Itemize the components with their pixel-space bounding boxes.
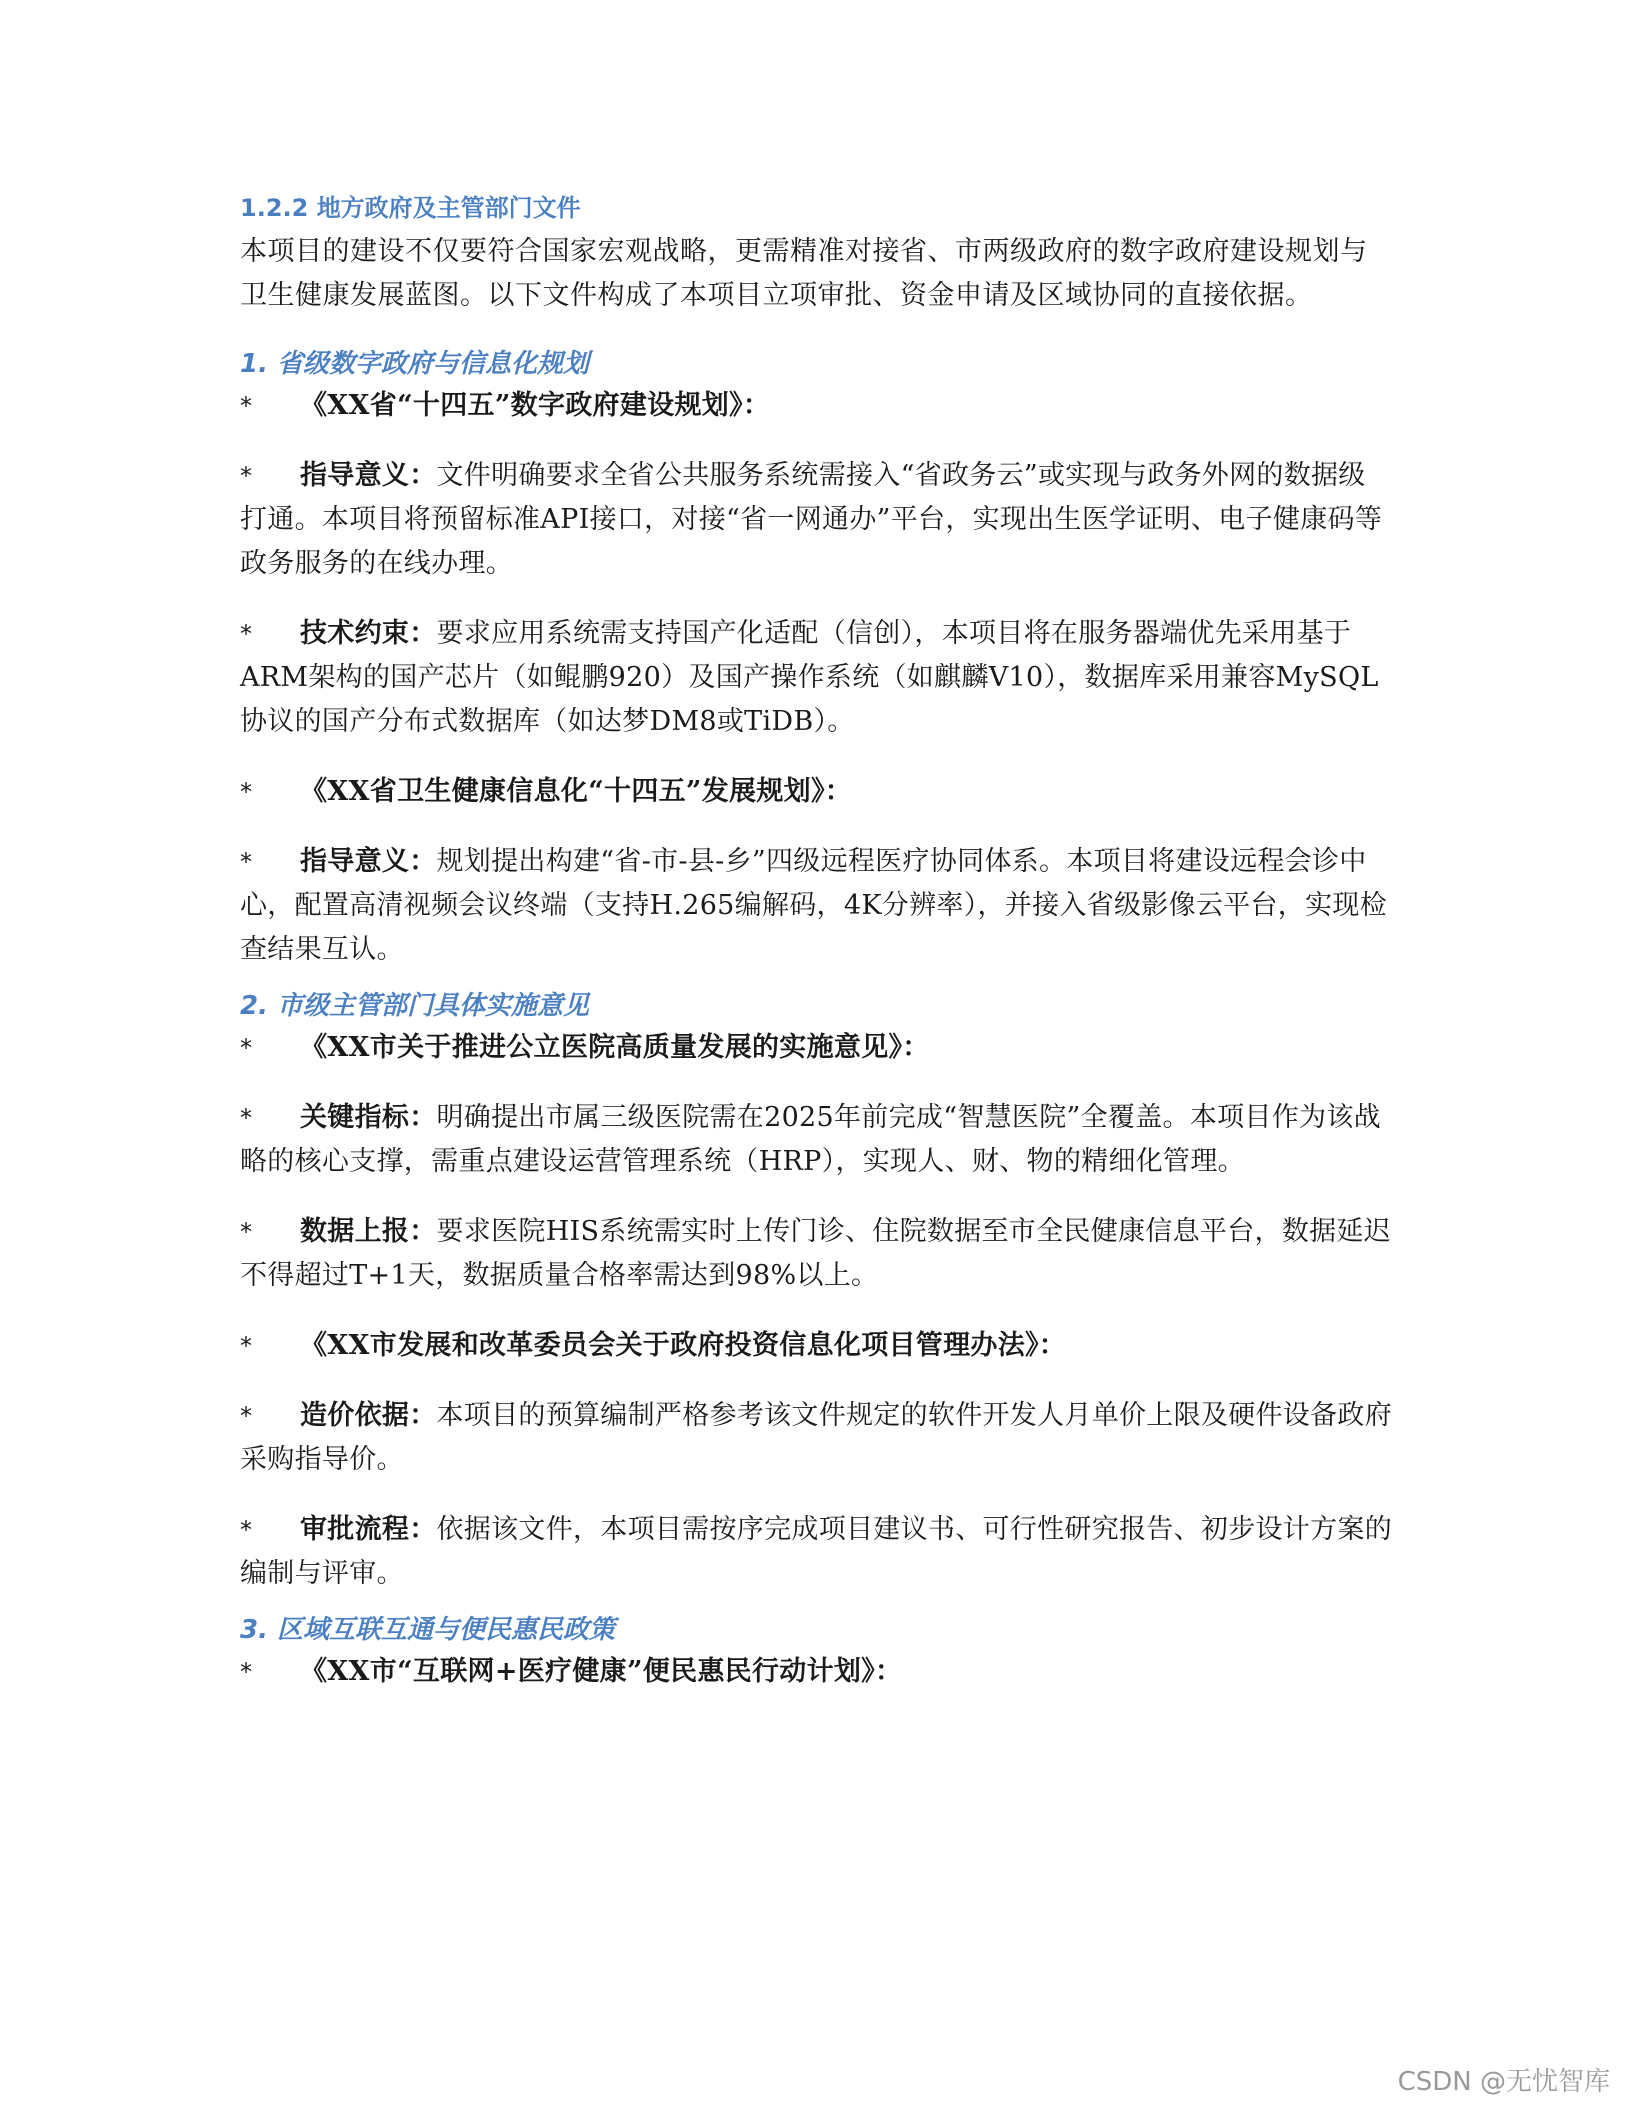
bullet-icon: *: [240, 848, 253, 876]
group-heading-2: 2. 市级主管部门具体实施意见: [240, 991, 590, 1021]
section-title: 1.2.2 地方政府及主管部门文件: [240, 194, 581, 222]
bullet-icon: *: [240, 1516, 253, 1544]
point-lead: 关键指标：: [300, 1102, 437, 1133]
doc-point-1-1-1: [240, 454, 1392, 586]
bullet-icon: *: [240, 1402, 253, 1430]
doc-title-text: 《XX省“十四五”数字政府建设规划》：: [300, 390, 771, 421]
point-text: 文件明确要求全省公共服务系统需接入“省政务云”或实现与政务外网的数据级打通。本项目将预留标准API接口，对接“省一网通办”平台，实现出生医学证明、电子健康码等政务服务的在线办理。: [240, 460, 1383, 579]
doc-title-text: 《XX市发展和改革委员会关于政府投资信息化项目管理办法》：: [300, 1330, 1067, 1361]
bullet-icon: *: [240, 1104, 253, 1132]
doc-point-1-2-1: [240, 840, 1392, 972]
bullet-icon: *: [240, 1034, 253, 1062]
doc-title-text: 《XX省卫生健康信息化“十四五”发展规划》：: [300, 776, 853, 807]
bullet-icon: *: [240, 778, 253, 806]
point-text: 规划提出构建“省-市-县-乡”四级远程医疗协同体系。本项目将建设远程会诊中心，配置高清视频会议终端（支持H.265编解码，4K分辨率），并接入省级影像云平台，实现检查结果互认。: [240, 846, 1388, 965]
doc-title-1-2: [240, 770, 1392, 814]
bullet-icon: *: [240, 392, 253, 420]
doc-title-text: 《XX市关于推进公立医院高质量发展的实施意见》：: [300, 1032, 930, 1063]
doc-point-1-1-2: [240, 612, 1392, 744]
point-lead: 指导意义：: [300, 460, 437, 491]
doc-title-2-2: [240, 1324, 1392, 1368]
group-heading-3: 3. 区域互联互通与便民惠民政策: [240, 1615, 616, 1645]
point-lead: 技术约束：: [300, 618, 437, 649]
bullet-icon: *: [240, 1218, 253, 1246]
doc-point-2-1-1: [240, 1096, 1392, 1184]
doc-point-2-2-1: [240, 1394, 1392, 1482]
group-heading-1: 1. 省级数字政府与信息化规划: [240, 349, 590, 379]
point-lead: 审批流程：: [300, 1514, 437, 1545]
doc-title-2-1: [240, 1026, 1392, 1070]
doc-title-1-1: [240, 384, 1392, 428]
doc-title-text: 《XX市“互联网+医疗健康”便民惠民行动计划》：: [300, 1656, 903, 1687]
point-lead: 数据上报：: [300, 1216, 437, 1247]
bullet-icon: *: [240, 1332, 253, 1360]
doc-title-3-1: [240, 1650, 1392, 1694]
point-lead: 指导意义：: [300, 846, 437, 877]
bullet-icon: *: [240, 462, 253, 490]
watermark: CSDN @无忧智库: [1397, 2067, 1610, 2097]
point-text: 依据该文件，本项目需按序完成项目建议书、可行性研究报告、初步设计方案的编制与评审。: [240, 1514, 1392, 1589]
bullet-icon: *: [240, 1658, 253, 1686]
section-intro: 本项目的建设不仅要符合国家宏观战略，更需精准对接省、市两级政府的数字政府建设规划与卫生健康发展蓝图。以下文件构成了本项目立项审批、资金申请及区域协同的直接依据。: [240, 236, 1368, 311]
doc-point-2-2-2: [240, 1508, 1392, 1596]
point-text: 要求医院HIS系统需实时上传门诊、住院数据至市全民健康信息平台，数据延迟不得超过T+1天，数据质量合格率需达到98%以上。: [240, 1216, 1392, 1291]
bullet-icon: *: [240, 620, 253, 648]
point-lead: 造价依据：: [300, 1400, 437, 1431]
point-text: 要求应用系统需支持国产化适配（信创），本项目将在服务器端优先采用基于ARM架构的国产芯片（如鲲鹏920）及国产操作系统（如麒麟V10），数据库采用兼容MySQL协议的国产分布式数据库（如达梦DM8或TiDB）。: [240, 618, 1379, 737]
point-text: 明确提出市属三级医院需在2025年前完成“智慧医院”全覆盖。本项目作为该战略的核心支撑，需重点建设运营管理系统（HRP），实现人、财、物的精细化管理。: [240, 1102, 1381, 1177]
document-page: [240, 190, 1392, 1694]
doc-point-2-1-2: [240, 1210, 1392, 1298]
point-text: 本项目的预算编制严格参考该文件规定的软件开发人月单价上限及硬件设备政府采购指导价。: [240, 1400, 1392, 1475]
